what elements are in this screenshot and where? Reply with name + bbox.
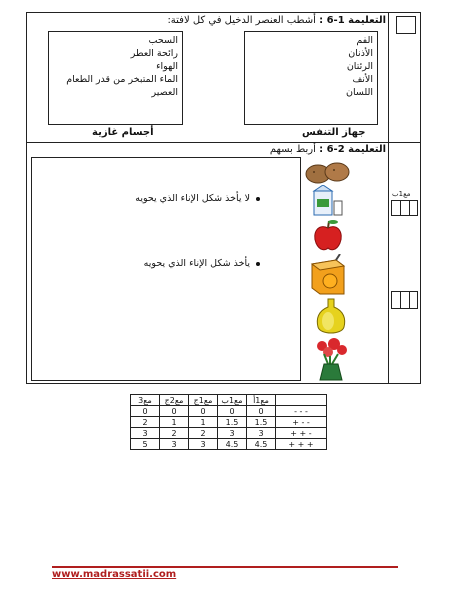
table-cell: 4.5 (247, 439, 276, 450)
table-cell: 3 (189, 439, 218, 450)
list-item: السحب (148, 35, 178, 46)
score-box-top (396, 16, 416, 34)
list-item: الماء المتبخر من قدر الطعام (66, 74, 178, 85)
table-cell: 4.5 (218, 439, 247, 450)
exercise1-title: التعليمة 1-6 : (319, 15, 386, 26)
table-header-cell (276, 395, 327, 406)
table-row (131, 439, 327, 450)
table-header-cell: مع2ج (160, 395, 189, 406)
juice-box-icon[interactable] (306, 254, 350, 296)
list-item: العصير (151, 87, 178, 98)
list-item: الأذنان (348, 48, 373, 59)
table-cell: 2 (189, 428, 218, 439)
table-cell: 0 (247, 406, 276, 417)
footer-rule (52, 566, 398, 568)
section-divider (26, 142, 421, 143)
milk-carton-icon[interactable] (310, 185, 348, 217)
table-cell: 0 (189, 406, 218, 417)
grid-line (409, 291, 410, 309)
footer-url[interactable]: www.madrassatii.com (52, 569, 177, 580)
table-row-label: + - - (276, 417, 327, 428)
list-item: رائحة العطر (130, 48, 178, 59)
list-item: الفم (356, 35, 373, 46)
table-cell: 1 (189, 417, 218, 428)
table-row-label: - - - (276, 406, 327, 417)
table-cell: 3 (160, 439, 189, 450)
statement-1-text: لا يأخذ شكل الإناء الذي يحويه (135, 193, 250, 204)
potatoes-icon[interactable] (304, 160, 352, 186)
exercise2-title: التعليمة 2-6 : (319, 144, 386, 155)
table-row (131, 417, 327, 428)
table-header-cell: مع1ج (189, 395, 218, 406)
grid-line (400, 200, 401, 216)
table-row (131, 428, 327, 439)
score-box-grid-1 (391, 200, 418, 216)
statement-2 (144, 257, 260, 270)
table-header-row (131, 395, 327, 406)
list-item: الهواء (156, 61, 178, 72)
table-row-label: + + - (276, 428, 327, 439)
flower-vase-icon[interactable] (312, 338, 350, 382)
statement-2-text: يأخذ شكل الإناء الذي يحويه (143, 258, 250, 269)
table-row-label: + + + (276, 439, 327, 450)
table-cell: 1.5 (218, 417, 247, 428)
table-cell: 3 (131, 428, 160, 439)
table-header-cell: مع1أ (247, 395, 276, 406)
table-cell: 1.5 (247, 417, 276, 428)
table-header-cell: مع3 (131, 395, 160, 406)
grid-line (400, 291, 401, 309)
oil-bottle-icon[interactable] (314, 297, 348, 337)
table-cell: 1 (160, 417, 189, 428)
table-cell: 0 (131, 406, 160, 417)
respiratory-box (244, 31, 378, 125)
margin-divider (388, 12, 389, 384)
exercise2-instruction: أربط بسهم (269, 144, 316, 155)
list-item: اللسان (345, 87, 373, 98)
table-cell: 2 (160, 428, 189, 439)
list-item: الرئتان (346, 61, 373, 72)
bullet-icon (256, 262, 260, 266)
table-header-cell: مع1ب (218, 395, 247, 406)
exercise2-header (270, 144, 386, 155)
exercise1-instruction: أشطب العنصر الدخيل في كل لافتة: (167, 15, 316, 26)
table-row (131, 406, 327, 417)
list-item: الأنف (352, 74, 373, 85)
respiratory-label: جهاز التنفس (302, 127, 366, 138)
gases-box (48, 31, 183, 125)
table-cell: 3 (247, 428, 276, 439)
table-cell: 0 (160, 406, 189, 417)
table-cell: 3 (218, 428, 247, 439)
apple-icon[interactable] (310, 219, 346, 253)
side-label: مع1ب (392, 190, 411, 198)
grid-line (409, 200, 410, 216)
exercise1-header (167, 15, 386, 26)
gases-label: أجسام غازية (92, 127, 154, 138)
score-table (130, 394, 327, 450)
statement-1 (135, 192, 260, 205)
bullet-icon (256, 197, 260, 201)
table-cell: 5 (131, 439, 160, 450)
score-box-grid-2 (391, 291, 418, 309)
table-cell: 2 (131, 417, 160, 428)
table-cell: 0 (218, 406, 247, 417)
